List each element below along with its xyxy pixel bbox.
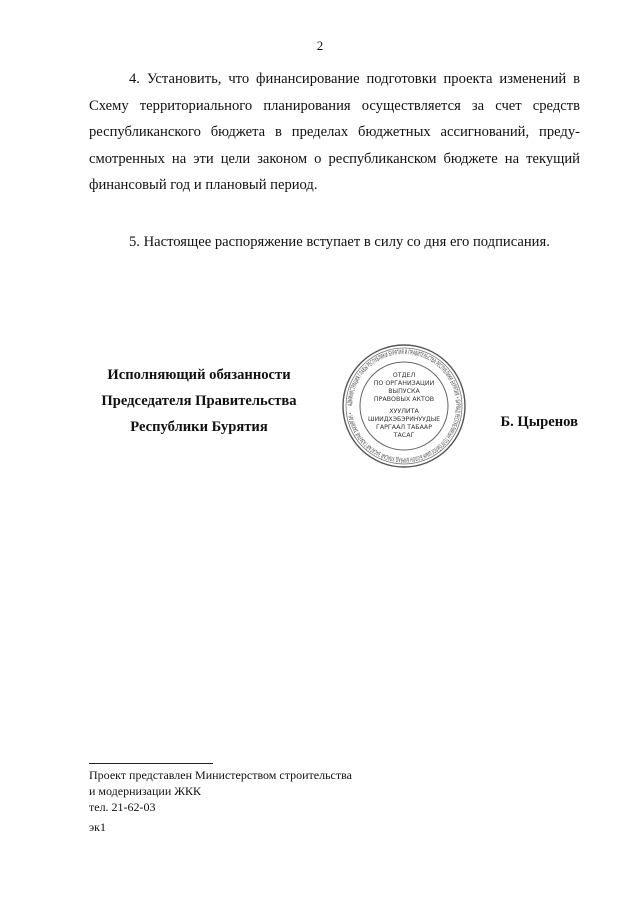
signatory-position-line: Республики Бурятия <box>130 419 268 435</box>
paragraph-4 <box>89 66 580 199</box>
seal-center-line: ГАРГААЛ ТАБААР <box>375 424 433 431</box>
paragraph-4-line: смотренных на эти цели законом о республиканском бюджете на текущий <box>89 150 580 167</box>
signatory-position <box>89 362 309 440</box>
signatory-position-line: Председателя Правительства <box>101 393 297 409</box>
footnote-line: Проект представлен Министерством строительства <box>89 768 352 782</box>
seal-center-line: ПО ОРГАНИЗАЦИИ <box>373 380 435 387</box>
seal-center-line: ШИИДХЭБЭРИНУУДЫЕ <box>368 416 441 423</box>
signatory-name: Б. Цыренов <box>500 414 578 430</box>
paragraph-4-line: 4. Установить, что финансирование подготовки проекта изменений в <box>129 71 580 87</box>
seal-center-line: ПРАВОВЫХ АКТОВ <box>373 396 435 403</box>
paragraph-5-line: 5. Настоящее распоряжение вступает в силу со дня его подписания. <box>129 234 550 250</box>
paragraph-4-line: республиканского бюджета в пределах бюджетных ассигнований, преду- <box>89 124 580 140</box>
seal-center-line: ОТДЕЛ <box>392 372 416 379</box>
footnote-divider <box>89 763 213 764</box>
paragraph-4-line: Схему территориального планирования осуществляется за счет средств <box>89 97 580 114</box>
page-number: 2 <box>316 38 324 53</box>
seal-center-line: ТАСАГ <box>393 432 415 439</box>
paragraph-4-line: финансовый год и плановый период. <box>89 177 318 193</box>
footnote <box>89 767 352 815</box>
seal-center-line: ХУУЛИТА <box>389 408 419 415</box>
signatory-position-line: Исполняющий обязанности <box>107 367 291 383</box>
official-seal <box>341 343 467 469</box>
svg-text:АДМИНИСТРАЦИЯ ГЛАВЫ РЕСПУБЛИКИ <box>347 349 461 463</box>
footnote-line: тел. 21-62-03 <box>89 800 156 814</box>
paragraph-5 <box>89 229 580 256</box>
seal-outer-text: АДМИНИСТРАЦИЯ ГЛАВЫ РЕСПУБЛИКИ БУРЯТИЯ И ПРАВИТЕЛЬСТВА РЕСПУБЛИКИ БУРЯТИЯ • БУРЯАД РЕСПУБЛИКЫН ТОЛГОЙЛОГШЫН БОЛОН БУРЯАД УЛАСАЙ ЗАСАГАЙ ГАЗАРАЙ ЗАХИРГАН • <box>346 348 462 464</box>
footnote-line: и модернизации ЖКК <box>89 784 202 798</box>
seal-center-line: ВЫПУСКА <box>388 388 420 395</box>
document-code: эк1 <box>89 820 106 834</box>
